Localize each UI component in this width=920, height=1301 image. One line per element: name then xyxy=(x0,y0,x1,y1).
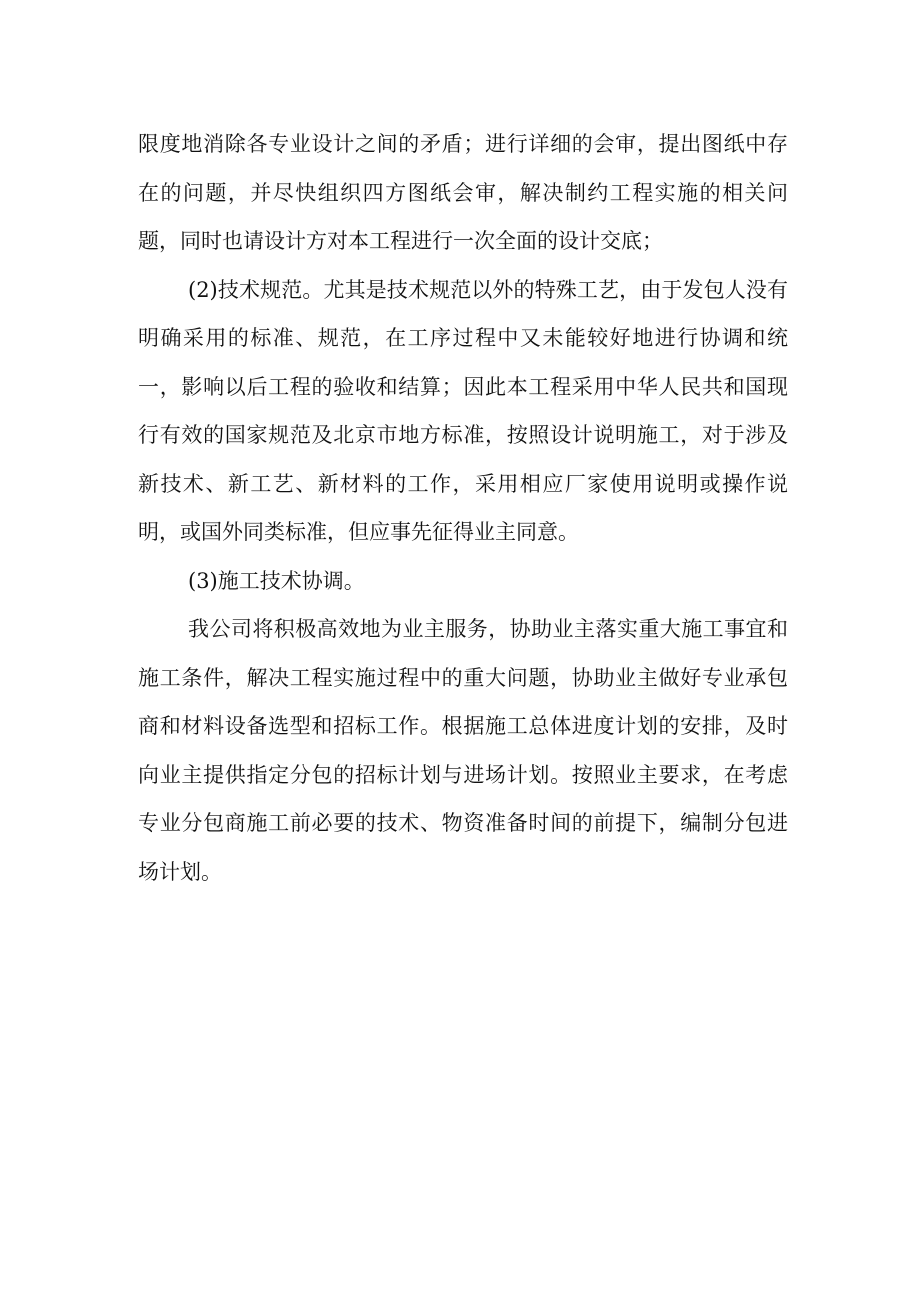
paragraph-coordination-heading: (3)施工技术协调。 xyxy=(188,568,365,593)
paragraph-technical-specification: (2)技术规范。尤其是技术规范以外的特殊工艺，由于发包人没有明确采用的标准、规范，在工序过程中又未能较好地进行协调和统一，影响以后工程的验收和结算；因此本工程采用中华人民共和国现行有效的国家规范及北京市地方标准，按照设计说明施工，对于涉及新技术、新工艺、新材料的工作，采用相应厂家使用说明或操作说明，或国外同类标准，但应事先征得业主同意。 xyxy=(138,277,788,544)
paragraph-continuation: 限度地消除各专业设计之间的矛盾；进行详细的会审，提出图纸中存在的问题，并尽快组织四方图纸会审，解决制约工程实施的相关问题，同时也请设计方对本工程进行一次全面的设计交底； xyxy=(138,132,788,253)
paragraph-company-service: 我公司将积极高效地为业主服务，协助业主落实重大施工事宜和施工条件，解决工程实施过程中的重大问题，协助业主做好专业承包商和材料设备选型和招标工作。根据施工总体进度计划的安排，及时向业主提供指定分包的招标计划与进场计划。按照业主要求，在考虑专业分包商施工前必要的技术、物资准备时间的前提下，编制分包进场计划。 xyxy=(138,617,788,884)
document-body xyxy=(138,120,788,896)
